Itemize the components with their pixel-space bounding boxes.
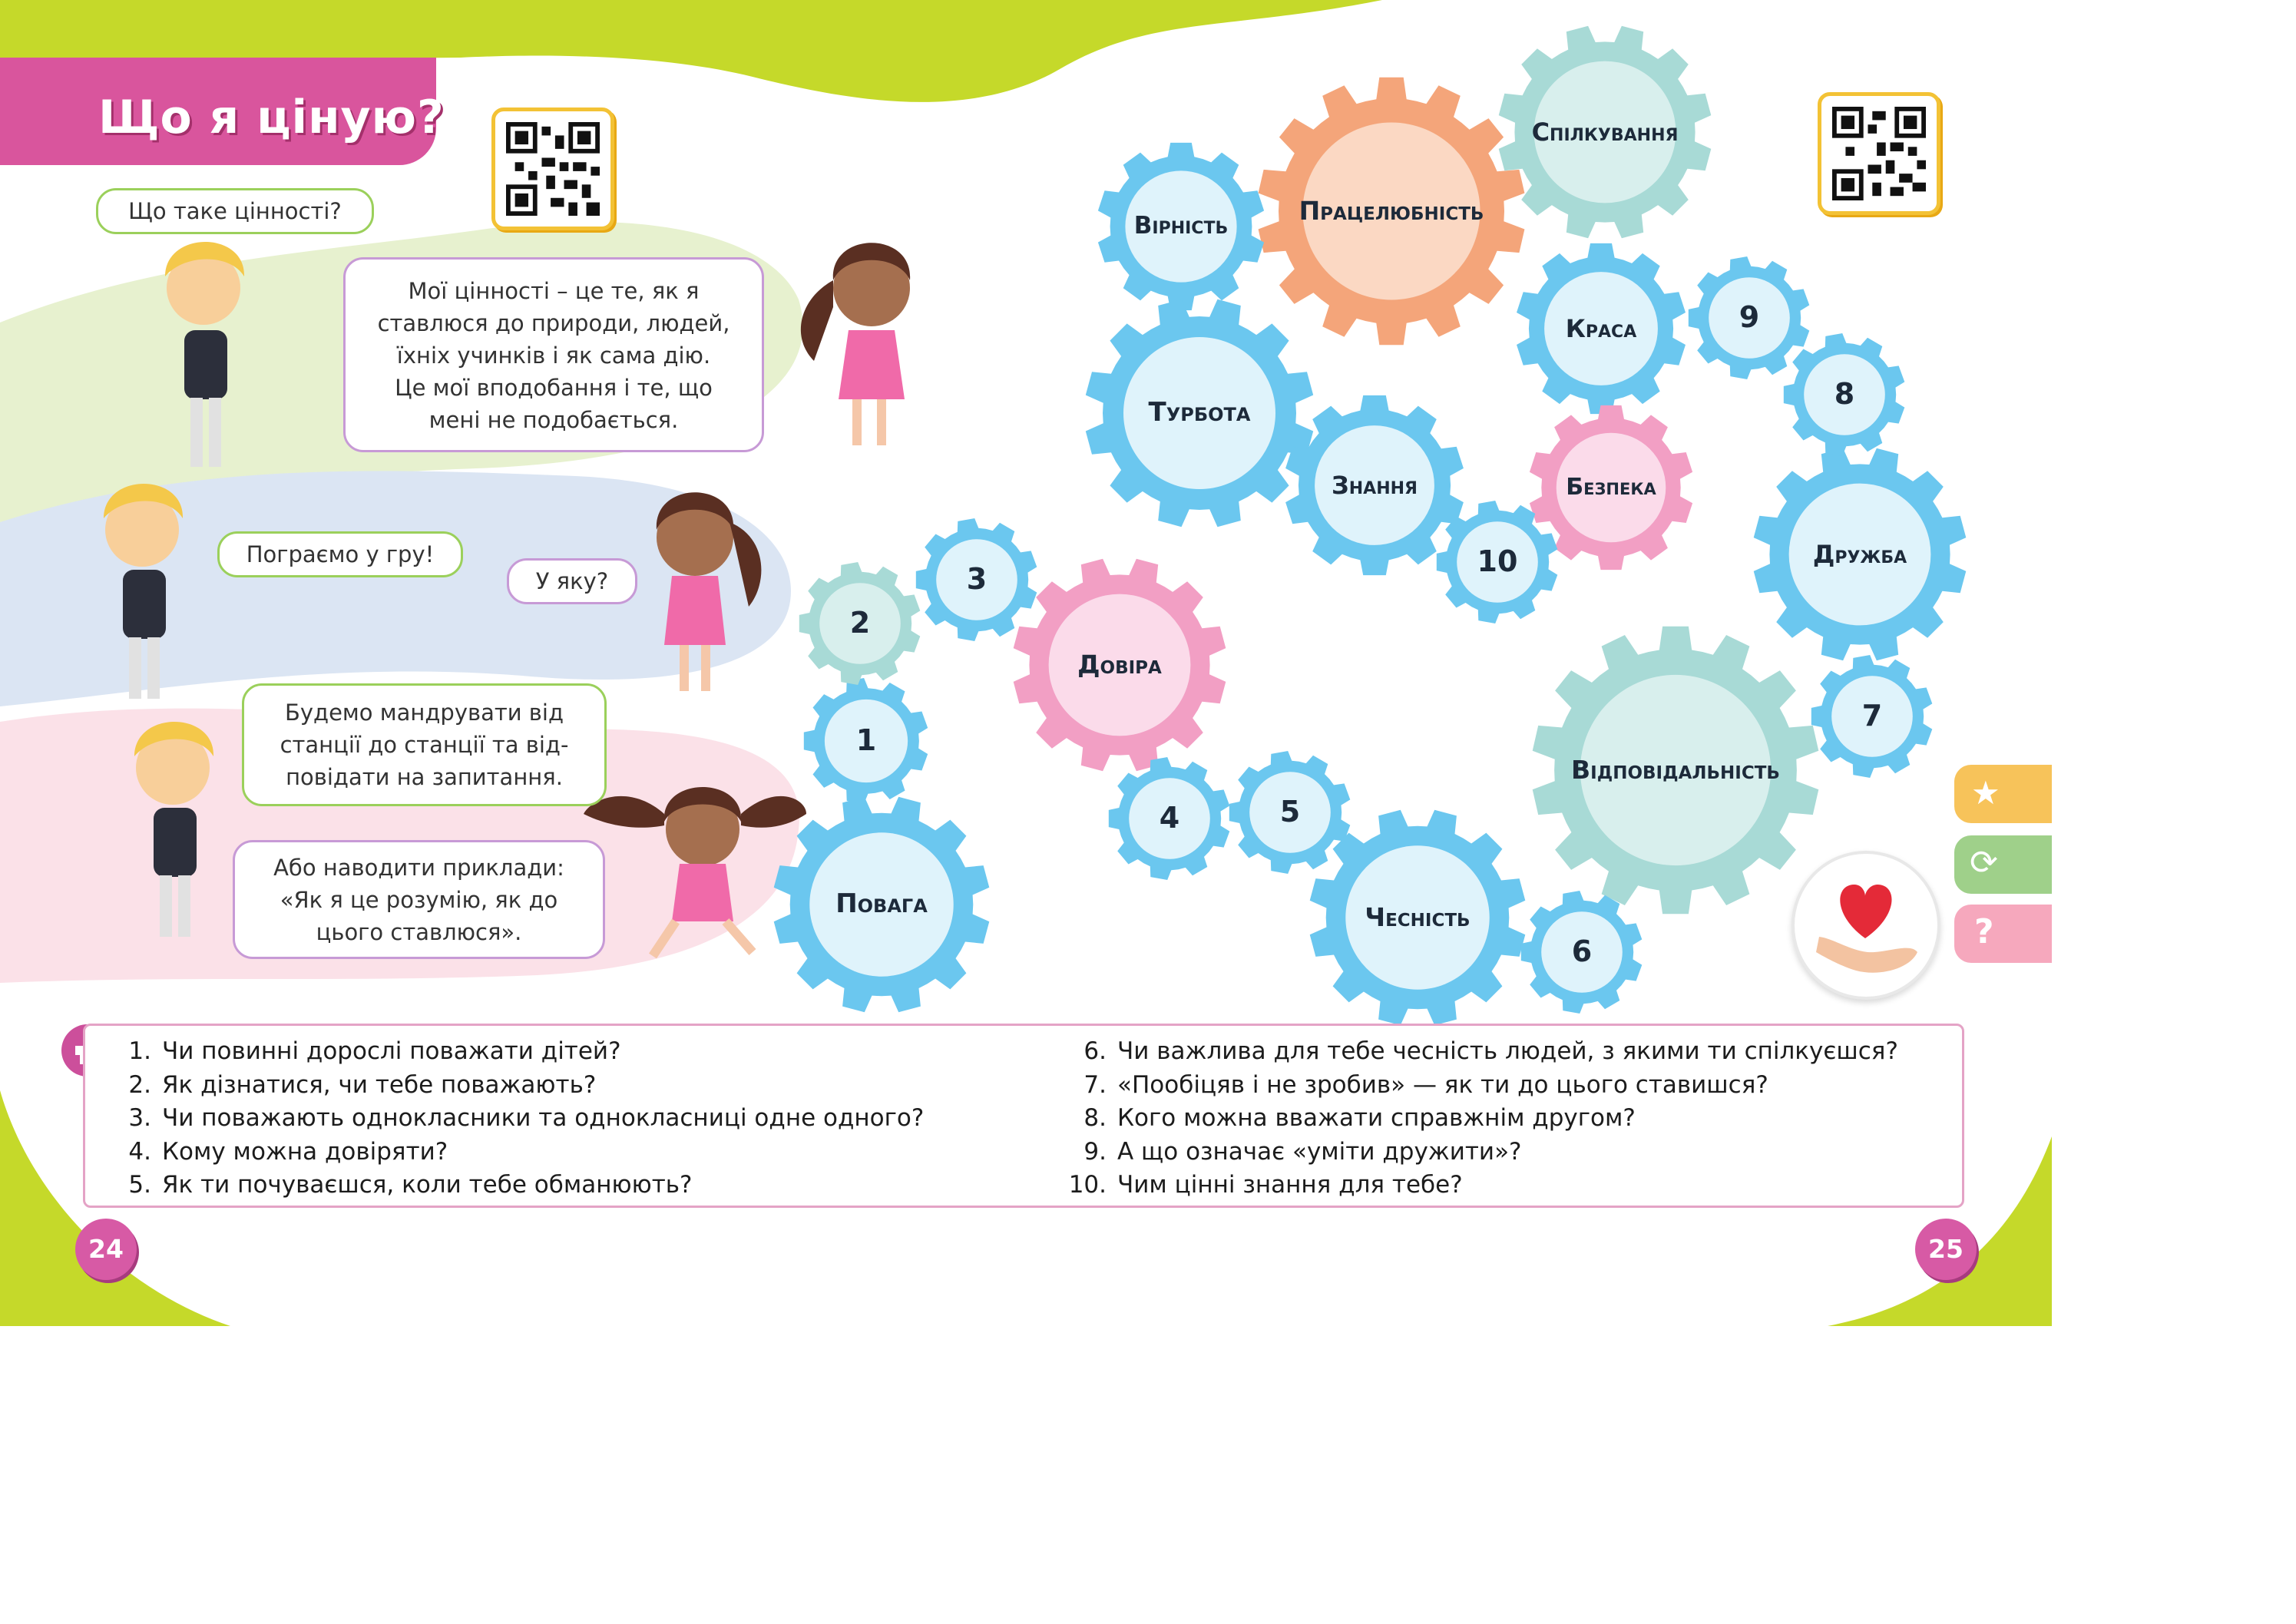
question-item	[1068, 1102, 1898, 1136]
question-number: 8.	[1083, 1104, 1107, 1132]
question-item	[124, 1136, 924, 1169]
page-number-right: 25	[1915, 1219, 1977, 1280]
star-icon: ★	[1971, 774, 2000, 812]
question-item	[124, 1069, 924, 1103]
gear-label-vidpovidalnist: Відповідальність	[1571, 754, 1780, 785]
gear-label-n9: 9	[1739, 300, 1760, 335]
girl-figure-1	[801, 243, 910, 445]
question-text: Кому можна довіряти?	[162, 1137, 448, 1166]
bubble-line: повідати на запитання.	[286, 764, 563, 790]
gear-label-povaha: Повага	[835, 888, 928, 920]
gear-label-znannia: Знання	[1332, 470, 1418, 500]
bubble-line: їхніх учинків і як сама дію.	[396, 342, 711, 369]
bubble-text: Пограємо у гру!	[246, 541, 435, 567]
qr-code-icon	[1832, 107, 1926, 200]
questions-right-list	[1068, 1035, 1898, 1202]
question-number: 5.	[128, 1171, 151, 1199]
question-number: 7.	[1083, 1070, 1107, 1099]
question-item	[1068, 1069, 1898, 1103]
qr-code-left[interactable]	[491, 107, 614, 230]
gear-label-druzhba: Дружба	[1812, 539, 1907, 569]
bubble-text: Що таке цінності?	[128, 198, 342, 224]
gear-label-n1: 1	[855, 723, 877, 758]
questions-left-list	[124, 1035, 924, 1202]
question-text: «Пообіцяв і не зробив» — як ти до цього ставишся?	[1117, 1070, 1768, 1099]
speech-bubble-my-values	[343, 257, 764, 452]
gear-label-virnist: Вірність	[1133, 212, 1229, 240]
questions-panel	[83, 1024, 1964, 1208]
speech-bubble-which-one	[507, 558, 637, 604]
speech-bubble-examples	[233, 840, 605, 959]
question-number: 2.	[128, 1070, 151, 1099]
gear-label-chesnist: Чесність	[1365, 901, 1471, 932]
gear-label-dovira: Довіра	[1077, 649, 1162, 680]
speech-bubble-what-are-values	[96, 188, 374, 234]
bubble-line: Будемо мандрувати від	[284, 700, 564, 726]
bubble-line: цього ставлюся».	[316, 919, 522, 945]
question-text: Чи поважають однокласники та однокласниці одне одного?	[162, 1104, 925, 1132]
gear-label-n10: 10	[1477, 544, 1518, 579]
tab-question[interactable]	[1954, 905, 2052, 963]
question-item	[124, 1035, 924, 1069]
question-item	[1068, 1035, 1898, 1069]
bubble-line: мені не подобається.	[428, 407, 679, 433]
gear-label-n2: 2	[849, 606, 871, 640]
question-icon: ?	[1974, 912, 1994, 951]
page-title: Що я ціную?	[98, 91, 445, 144]
gear-label-n6: 6	[1571, 934, 1593, 969]
heart-in-hand-icon	[1795, 854, 1937, 997]
speech-bubble-travel	[242, 683, 607, 806]
question-item	[124, 1102, 924, 1136]
gear-label-turbota: Турбота	[1148, 397, 1251, 428]
qr-code-right[interactable]	[1818, 92, 1940, 215]
bubble-line: Це мої вподобання і те, що	[395, 375, 713, 401]
question-item	[1068, 1169, 1898, 1202]
gear-label-n5: 5	[1279, 795, 1301, 829]
bubble-line: станції до станції та від-	[280, 732, 569, 758]
question-number: 9.	[1083, 1137, 1107, 1166]
question-number: 3.	[128, 1104, 151, 1132]
question-text: А що означає «уміти дружити»?	[1117, 1137, 1522, 1166]
question-text: Як дізнатися, чи тебе поважають?	[162, 1070, 597, 1099]
gear-label-n7: 7	[1861, 699, 1883, 733]
bubble-line: «Як я це розумію, як до	[280, 887, 558, 913]
question-item	[124, 1169, 924, 1202]
gear-label-bezpeka: Безпека	[1566, 474, 1656, 501]
question-text: Чи повинні дорослі поважати дітей?	[162, 1037, 621, 1065]
gear-label-pratsiovytist: Працелюбність	[1299, 195, 1484, 226]
refresh-icon: ⟳	[1970, 843, 1998, 882]
gear-label-krasa: Краса	[1565, 313, 1637, 343]
gear-label-n3: 3	[966, 562, 988, 597]
gear-label-n8: 8	[1834, 377, 1855, 412]
gear-label-n4: 4	[1159, 801, 1180, 835]
question-text: Чим цінні знання для тебе?	[1117, 1171, 1463, 1199]
tab-refresh[interactable]	[1954, 835, 2052, 894]
question-number: 4.	[128, 1137, 151, 1166]
question-text: Кого можна вважати справжнім другом?	[1117, 1104, 1636, 1132]
tab-star[interactable]	[1954, 765, 2052, 823]
gear-label-spilkuvannia: Спілкування	[1531, 117, 1679, 147]
bubble-text: У яку?	[535, 568, 609, 594]
question-number: 10.	[1068, 1171, 1107, 1199]
question-item	[1068, 1136, 1898, 1169]
qr-code-icon	[506, 122, 600, 216]
bubble-line: Або наводити приклади:	[273, 855, 564, 881]
heart-hand-badge	[1791, 851, 1940, 1000]
question-text: Чи важлива для тебе чесність людей, з якими ти спілкуєшся?	[1117, 1037, 1898, 1065]
bubble-line: Мої цінності – це те, як я	[408, 278, 700, 304]
speech-bubble-lets-play	[217, 531, 463, 577]
bubble-line: ставлюся до природи, людей,	[377, 310, 730, 336]
question-number: 1.	[128, 1037, 151, 1065]
question-text: Як ти почуваєшся, коли тебе обманюють?	[162, 1171, 693, 1199]
page-number-left: 24	[75, 1219, 137, 1280]
question-number: 6.	[1083, 1037, 1107, 1065]
